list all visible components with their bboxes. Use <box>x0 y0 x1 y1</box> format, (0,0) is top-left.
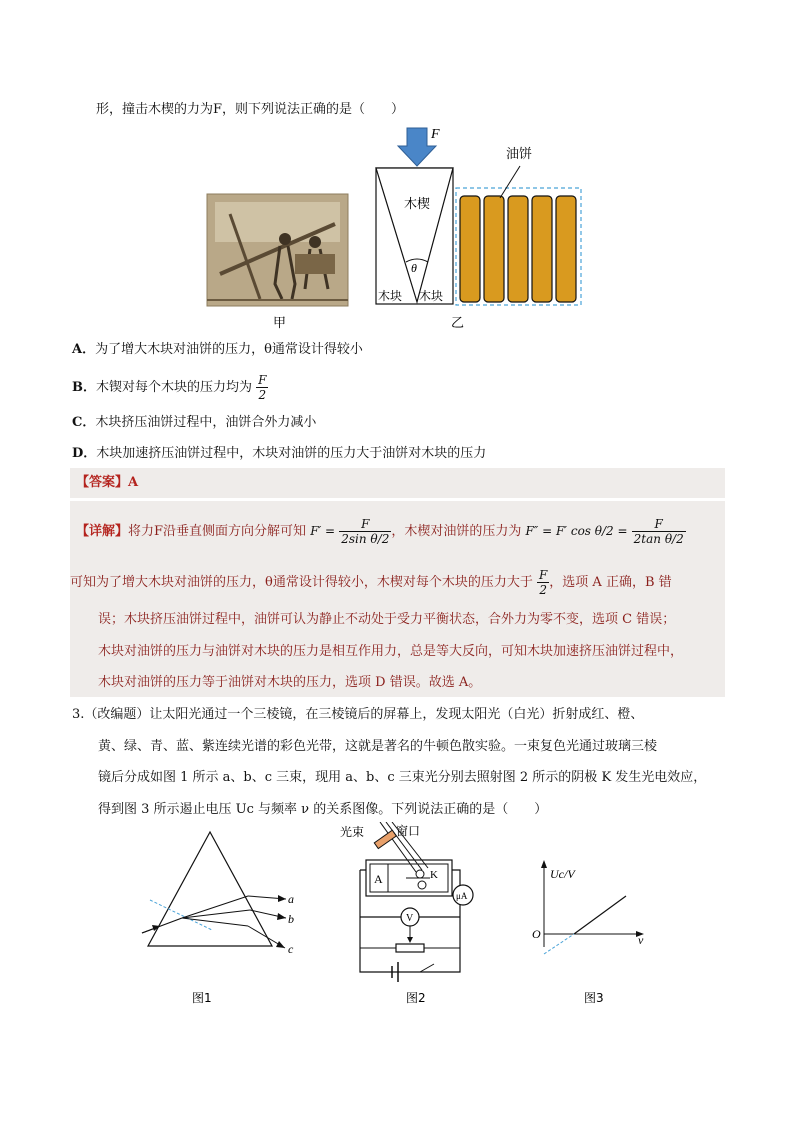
voltmeter-label: V <box>406 913 414 924</box>
ray-b-label: b <box>288 912 294 926</box>
q3-line-3: 镜后分成如图 1 所示 a、b、c 三束，现用 a、b、c 三束光分别去照射图 2 所示的阴极 K 发生光电效应， <box>98 770 707 785</box>
caption-fig3: 图3 <box>584 991 604 1005</box>
frac-den: 2 <box>258 388 267 402</box>
detail-line-1 <box>76 511 686 552</box>
option-a-letter: A． <box>72 342 96 357</box>
detail-line-2b: ，选项 A 正确，B 错 <box>549 575 672 590</box>
q3-line-4: 得到图 3 所示遏止电压 Uc 与频率 ν 的关系图像。下列说法正确的是（ ） <box>98 802 548 817</box>
option-a-text: 为了增大木块对油饼的压力，θ通常设计得较小 <box>95 342 363 357</box>
answer-line <box>76 474 138 492</box>
figures-q3 <box>130 822 670 1012</box>
line2-den: 2 <box>539 583 547 597</box>
label-mukuai-right: 木块 <box>419 289 444 303</box>
detail-line-2 <box>70 567 672 599</box>
label-theta: θ <box>411 261 417 275</box>
ray-c-label: c <box>288 942 294 956</box>
origin-label: O <box>532 927 541 941</box>
option-d-text: 木块加速挤压油饼过程中，木块对油饼的压力大于油饼对木块的压力 <box>96 446 487 461</box>
label-guangshu: 光束 <box>340 825 365 839</box>
label-F: F <box>431 127 440 142</box>
caption-fig2: 图2 <box>406 991 426 1005</box>
option-c-letter: C． <box>72 415 96 430</box>
eq1-fraction <box>339 517 391 546</box>
option-d <box>72 445 486 463</box>
q3-line-2: 黄、绿、青、蓝、紫连续光谱的彩色光带，这就是著名的牛顿色散实验。一束复色光通过玻璃三棱 <box>98 739 658 754</box>
oil-cake <box>484 196 504 302</box>
line2-num: F <box>538 568 548 582</box>
answer-box <box>70 468 725 498</box>
oil-cake <box>460 196 480 302</box>
caption-fig1: 图1 <box>192 991 212 1005</box>
eq2-den: 2tan θ/2 <box>633 532 684 546</box>
graph-line <box>574 896 626 934</box>
option-b-fraction <box>256 373 268 402</box>
detail-line-4: 木块对油饼的压力与油饼对木块的压力是相互作用力，总是等大反向，可知木块加速挤压油饼过程中， <box>98 644 684 659</box>
label-anode: A <box>374 872 383 886</box>
option-a <box>72 341 363 359</box>
eq2-lhs: F″ = F′ cos θ/2 = <box>525 524 628 538</box>
eq2-fraction <box>632 517 686 546</box>
label-muxie: 木楔 <box>404 197 431 212</box>
wedge-diagram <box>376 128 581 305</box>
label-mukuai-left: 木块 <box>378 289 403 303</box>
detail-line-5: 木块对油饼的压力等于油饼对木块的压力，选项 D 错误。故选 A。 <box>98 675 482 690</box>
eq2-num: F <box>632 517 686 532</box>
microammeter-label: μA <box>456 891 468 901</box>
eq1-den: 2sin θ/2 <box>341 532 390 546</box>
caption-jia: 甲 <box>273 316 287 331</box>
oil-cake <box>532 196 552 302</box>
eq1-lhs: F′ = <box>310 524 336 538</box>
detail-line-2a: 可知为了增大木块对油饼的压力，θ通常设计得较小，木楔对每个木块的压力大于 <box>70 575 533 590</box>
option-b-letter: B． <box>72 380 96 395</box>
detail-text-1: 将力F沿垂直侧面方向分解可知 <box>128 524 307 539</box>
prism-diagram <box>142 832 286 948</box>
line2-fraction <box>537 568 549 597</box>
oil-cake <box>508 196 528 302</box>
detail-text-2: ，木楔对油饼的压力为 <box>391 524 522 539</box>
label-chuangkou: 窗口 <box>396 824 421 838</box>
caption-yi: 乙 <box>451 316 465 331</box>
eq1-num: F <box>339 517 391 532</box>
answer-label: 【答案】 <box>76 475 129 490</box>
axis-y-label: Uc/V <box>550 867 575 881</box>
detail-line-3: 误；木块挤压油饼过程中，油饼可认为静止不动处于受力平衡状态，合外力为零不变，选项 C 错误； <box>98 612 676 627</box>
ray-a-label: a <box>288 892 294 906</box>
option-d-letter: D． <box>72 446 97 461</box>
option-b <box>72 372 268 404</box>
ancient-press-illustration <box>207 194 348 306</box>
axis-x-label: ν <box>638 933 644 947</box>
figure-wedge-press <box>200 124 600 334</box>
detail-box <box>70 501 725 697</box>
label-youbing: 油饼 <box>506 147 533 162</box>
photoelectric-circuit <box>360 822 473 982</box>
option-c <box>72 414 316 432</box>
oil-cake <box>556 196 576 302</box>
graph-extrapolation <box>544 934 574 954</box>
option-c-text: 木块挤压油饼过程中，油饼合外力减小 <box>95 415 317 430</box>
frac-num: F <box>258 373 267 387</box>
question-intro: 形，撞击木楔的力为F，则下列说法正确的是（ ） <box>96 102 405 117</box>
option-b-text: 木锲对每个木块的压力均为 <box>96 380 253 395</box>
answer-value: A <box>128 475 139 490</box>
q3-line-1: 3.（改编题）让太阳光通过一个三棱镜，在三棱镜后的屏幕上，发现太阳光（白光）折射成红、橙、 <box>72 707 644 722</box>
detail-label: 【详解】 <box>76 524 129 539</box>
label-cathode: K <box>430 869 438 881</box>
